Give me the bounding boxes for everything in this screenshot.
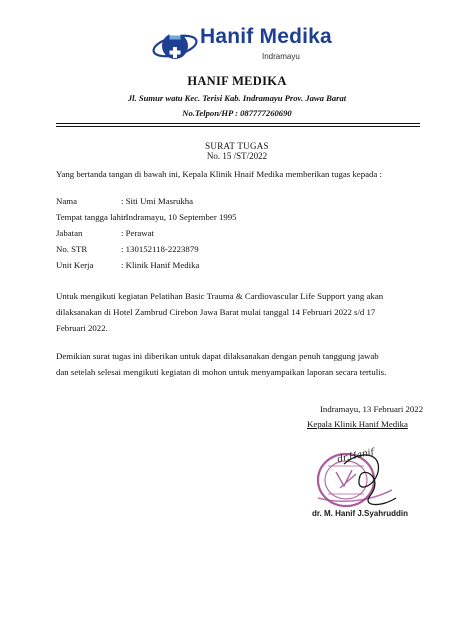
logo-brand-sub: Indramayu [262, 52, 300, 61]
field-label-unit: Unit Kerja [56, 260, 94, 270]
field-label-position: Jabatan [56, 228, 83, 238]
field-label-name: Nama [56, 196, 78, 206]
field-value-str: : 130152118-2223879 [121, 244, 199, 254]
field-label-str: No. STR [56, 244, 88, 254]
paragraph-line: Demikian surat tugas ini diberikan untuk dapat dilaksanakan dengan penuh tanggung jawab [56, 351, 379, 361]
letterhead-divider-thick [56, 123, 420, 124]
field-value-unit: : Klinik Hanif Medika [121, 260, 200, 270]
paragraph-line: dan setelah selesai mengikuti kegiatan di mohon untuk menyampaikan laporan secara tertulis. [56, 367, 387, 377]
org-phone: No.Telpon/HP : 087777260690 [182, 108, 292, 118]
field-label-birth: Tempat tangga lahir [56, 212, 127, 222]
org-name: HANIF MEDIKA [187, 74, 287, 88]
letterhead-divider-thin [56, 126, 420, 127]
letter-title: SURAT TUGAS [205, 141, 269, 151]
org-address: Jl. Sumur watu Kec. Terisi Kab. Indramayu Prov. Jawa Barat [127, 93, 347, 103]
paragraph-line: Februari 2022. [56, 323, 108, 333]
paragraph-line: Untuk mengikuti kegiatan Pelatihan Basic Trauma & Cardiovascular Life Support yang akan [56, 291, 384, 301]
field-value-birth: : Indramayu, 10 September 1995 [121, 212, 237, 222]
signatory-title: Kepala Klinik Hanif Medika [307, 419, 408, 429]
intro-text: Yang bertanda tangan di bawah ini, Kepala Klinik Hnaif Medika memberikan tugas kepada : [56, 169, 382, 179]
field-value-position: : Perawat [121, 228, 154, 238]
clinic-stamp-signature [300, 444, 436, 534]
logo-brand-name: Hanif Medika [200, 25, 332, 48]
letter-number: No. 15 /ST/2022 [206, 151, 268, 161]
place-date: Indramayu, 13 Februari 2022 [320, 404, 424, 414]
field-value-name: : Siti Umi Masrukha [121, 196, 194, 206]
handwritten-signature: dr.Hanif [336, 447, 375, 465]
paragraph-line: dilaksanakan di Hotel Zambrud Cirebon Jawa Barat mulai tanggal 14 Februari 2022 s/d 17 [56, 307, 376, 317]
signer-name: dr. M. Hanif J.Syahruddin [312, 509, 409, 518]
